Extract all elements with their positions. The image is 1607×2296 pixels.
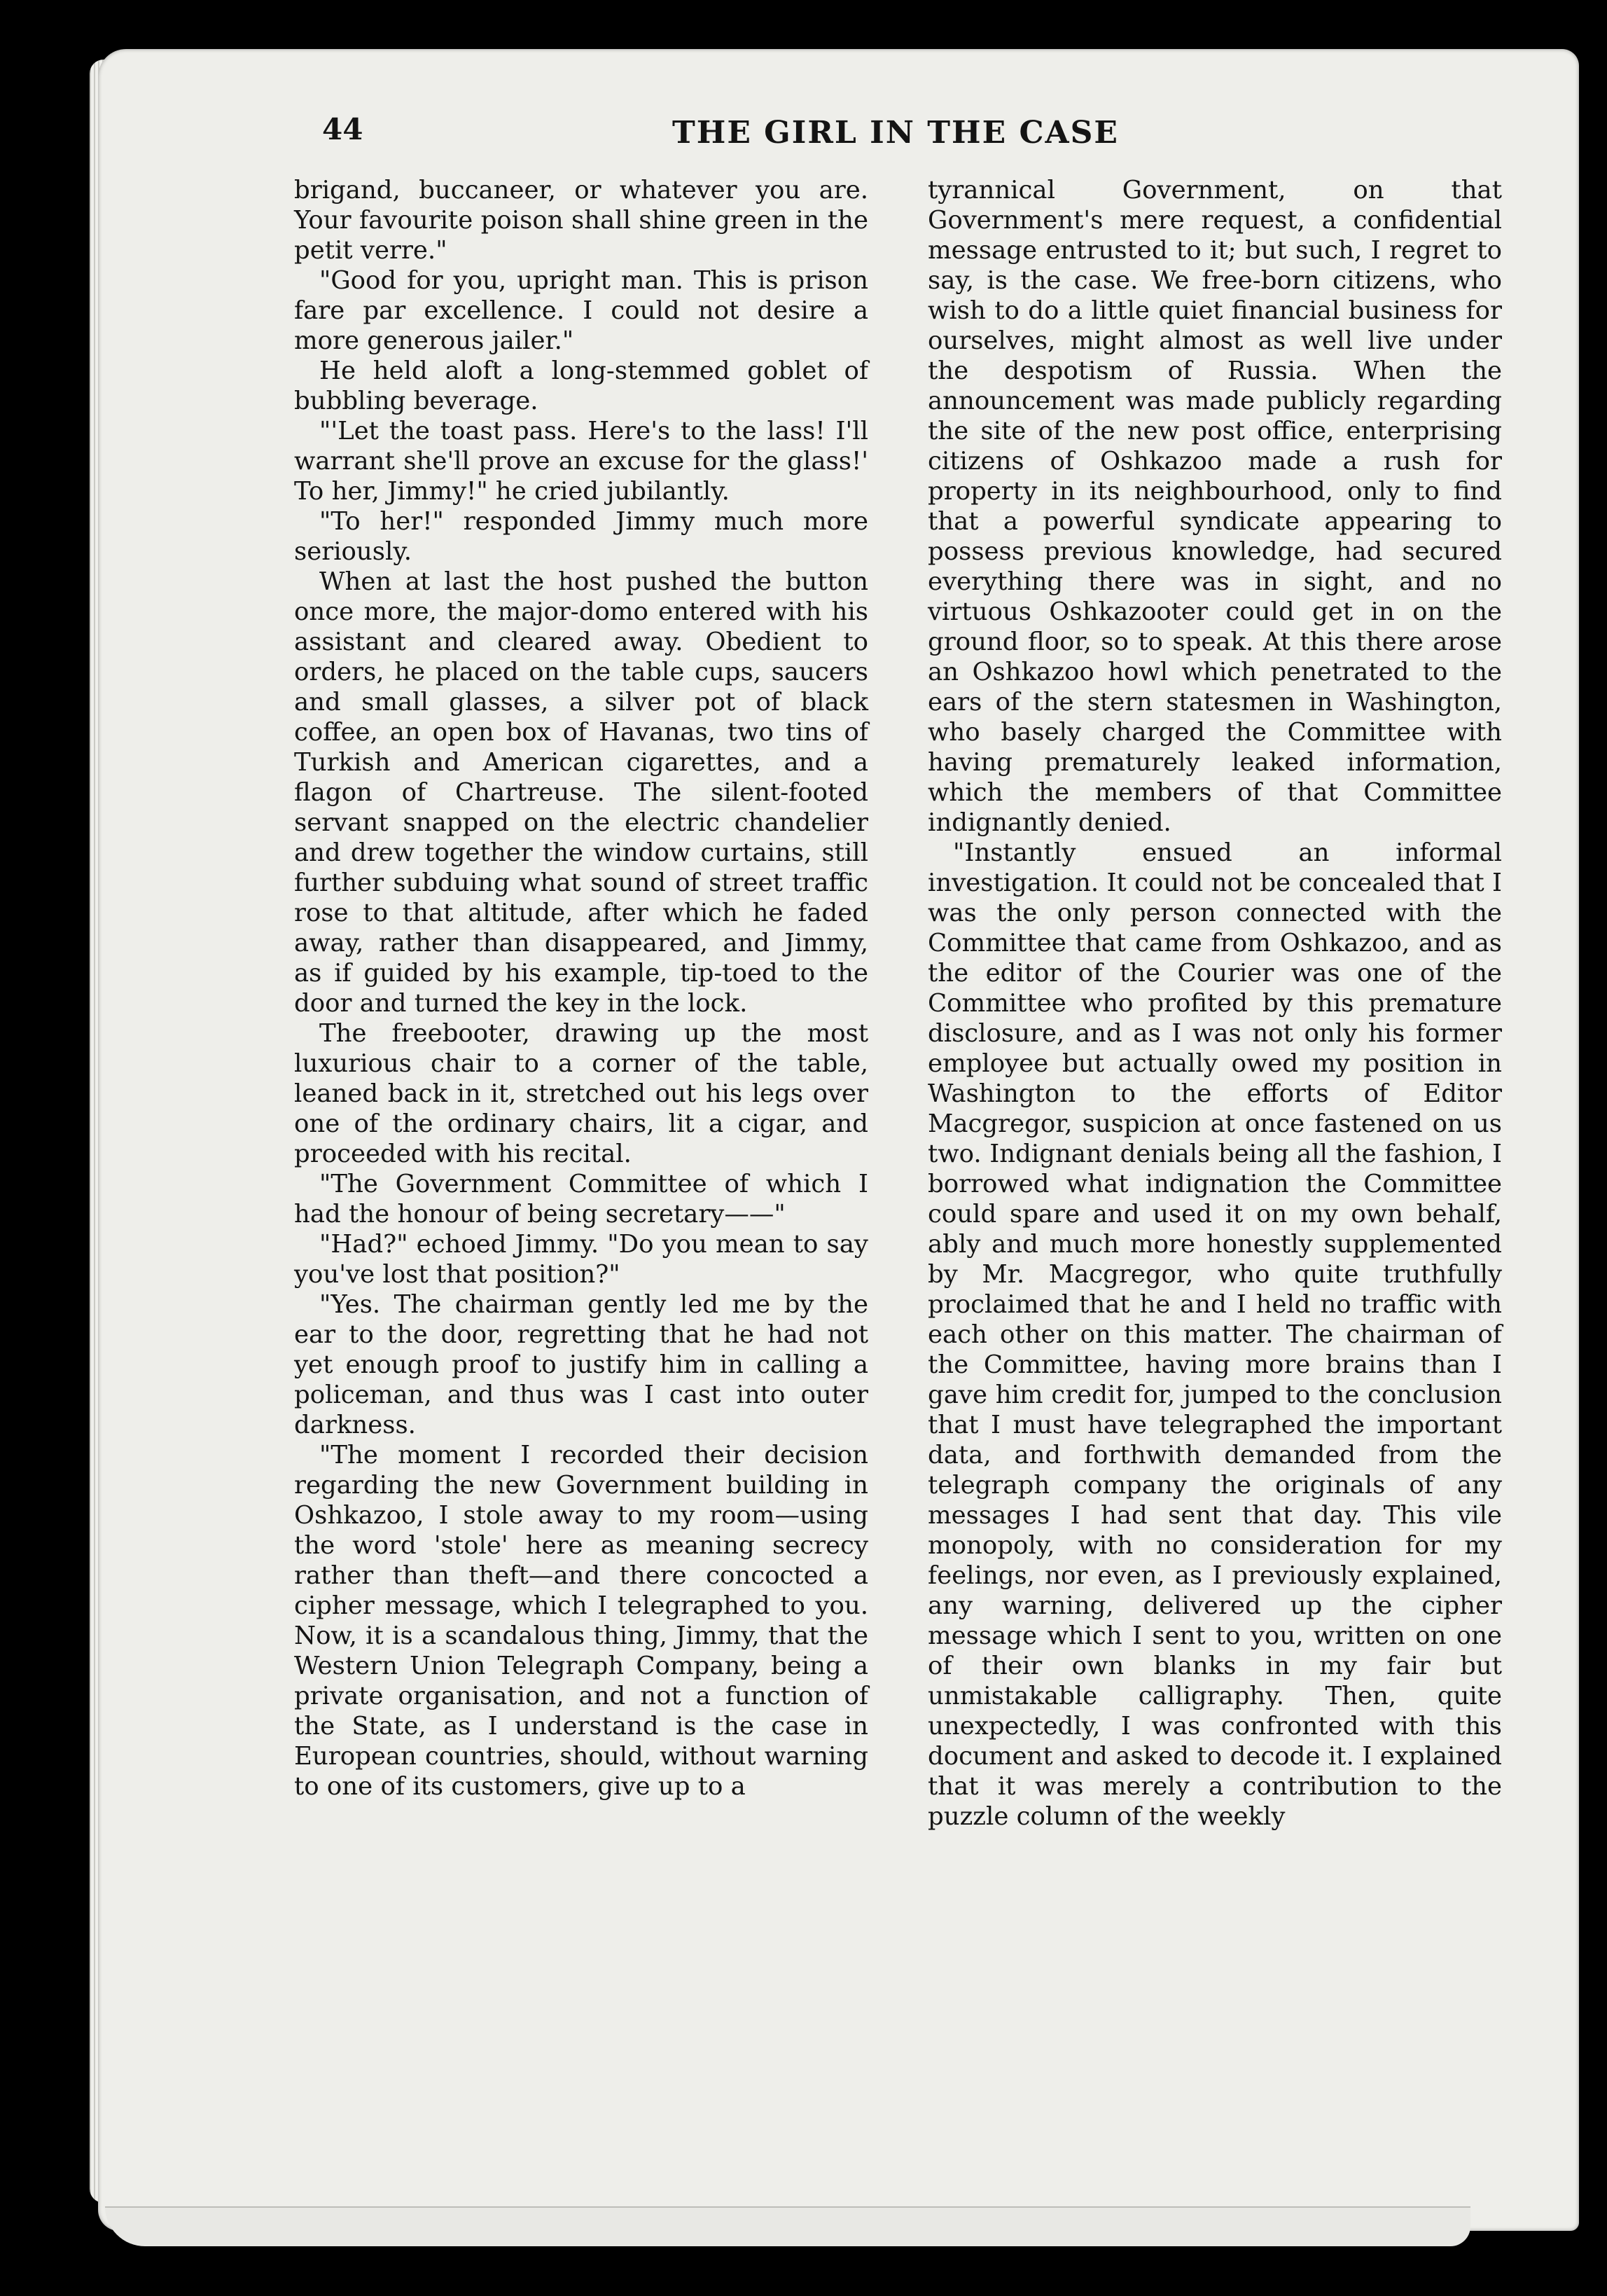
paragraph: The freebooter, drawing up the most luxurious chair to a corner of the table, leaned back in it, stretched out his legs over one of the ordinary chairs, lit a cigar, and proceeded with his recital. bbox=[294, 1019, 868, 1168]
paragraph: brigand, buccaneer, or whatever you are. Your favourite poison shall shine green in the petit verre." bbox=[294, 176, 868, 265]
paragraph: "'Let the toast pass. Here's to the lass! I'll warrant she'll prove an excuse for the glass!' To her, Jimmy!" he cried jubilantly. bbox=[294, 417, 868, 506]
page-number: 44 bbox=[322, 112, 363, 146]
page-stack-edge bbox=[105, 2206, 1470, 2246]
paragraph: "Good for you, upright man. This is prison fare par excellence. I could not desire a more generous jailer." bbox=[294, 266, 868, 355]
left-column bbox=[294, 175, 868, 1801]
paragraph: "Yes. The chairman gently led me by the ear to the door, regretting that he had not yet enough proof to justify him in calling a policeman, and thus was I cast into outer darkness. bbox=[294, 1290, 868, 1439]
paragraph: "The moment I recorded their decision regarding the new Government building in Oshkazoo, I stole away to my room—using the word 'stole' here as meaning secrecy rather than theft—and there concocted a cipher message, which I telegraphed to you. Now, it is a scandalous thing, Jimmy, that the Western Union Telegraph Company, being a private organisation, and not a function of the State, as I understand is the case in European countries, should, without warning to one of its customers, give up to a bbox=[294, 1441, 868, 1801]
paragraph: "The Government Committee of which I had the honour of being secretary——" bbox=[294, 1170, 868, 1229]
page-header bbox=[322, 112, 1498, 161]
paragraph: "To her!" responded Jimmy much more seriously. bbox=[294, 507, 868, 566]
paragraph: He held aloft a long-stemmed goblet of bubbling beverage. bbox=[294, 357, 868, 415]
paragraph: "Instantly ensued an informal investigation. It could not be concealed that I was the only person connected with the Committee that came from Oshkazoo, and as the editor of the Courier was one of the Committee who profited by this premature disclosure, and as I was not only his former employee but actually owed my position in Washington to the efforts of Editor Macgregor, suspicion at once fastened on us two. Indignant denials being all the fashion, I borrowed what indignation the Committee could spare and used it on my own behalf, ably and much more honestly supplemented by Mr. Macgregor, who quite truthfully proclaimed that he and I held no traffic with each other on this matter. The chairman of the Committee, having more brains than I gave him credit for, jumped to the conclusion that I must have telegraphed the important data, and forthwith demanded from the telegraph company the originals of any messages I had sent that day. This vile monopoly, with no consideration for my feelings, nor even, as I previously explained, any warning, delivered up the cipher message which I sent to you, written on one of their own blanks in my fair but unmistakable calligraphy. Then, quite unexpectedly, I was confronted with this document and asked to decode it. I explained that it was merely a contribution to the puzzle column of the weekly bbox=[928, 838, 1502, 1831]
paragraph: "Had?" echoed Jimmy. "Do you mean to say you've lost that position?" bbox=[294, 1230, 868, 1289]
running-head: THE GIRL IN THE CASE bbox=[672, 115, 1119, 151]
paragraph: When at last the host pushed the button once more, the major-domo entered with his assistant and cleared away. Obedient to orders, he placed on the table cups, saucers and small glasses, a silver pot of black coffee, an open box of Havanas, two tins of Turkish and American cigarettes, and a flagon of Chartreuse. The silent-footed servant snapped on the electric chandelier and drew together the window curtains, still further subduing what sound of street traffic rose to that altitude, after which he faded away, rather than disappeared, and Jimmy, as if guided by his example, tip-toed to the door and turned the key in the lock. bbox=[294, 567, 868, 1018]
paragraph: tyrannical Government, on that Government's mere request, a confidential message entrusted to it; but such, I regret to say, is the case. We free-born citizens, who wish to do a little quiet financial business for ourselves, might almost as well live under the despotism of Russia. When the announcement was made publicly regarding the site of the new post office, enterprising citizens of Oshkazoo made a rush for property in its neighbourhood, only to find that a powerful syndicate appearing to possess previous knowledge, had secured everything there was in sight, and no virtuous Oshkazooter could get in on the ground floor, so to speak. At this there arose an Oshkazoo howl which penetrated to the ears of the stern statesmen in Washington, who basely charged the Committee with having prematurely leaked information, which the members of that Committee indignantly denied. bbox=[928, 176, 1502, 837]
right-column bbox=[928, 175, 1502, 1832]
